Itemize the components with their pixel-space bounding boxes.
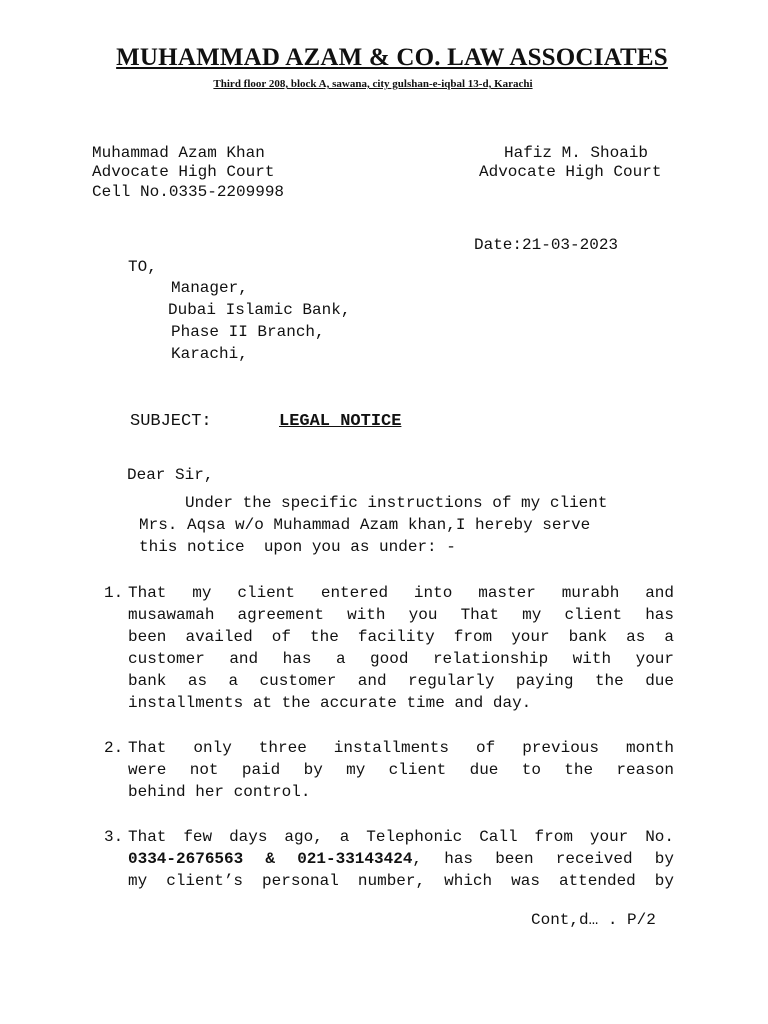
subject-title: LEGAL NOTICE bbox=[279, 412, 402, 431]
point-line: That my client entered into master murabh and bbox=[128, 584, 674, 602]
letter-date: Date:21-03-2023 bbox=[474, 236, 619, 254]
point-number: 2. bbox=[104, 739, 124, 757]
recipient-to: TO, bbox=[128, 258, 157, 276]
point-line: my client’s personal number, which was attended by bbox=[128, 872, 674, 890]
notice-point bbox=[104, 582, 676, 714]
point-line-rest: , has been received by bbox=[412, 850, 674, 868]
point-line: musawamah agreement with you That my client has bbox=[128, 606, 674, 624]
recipient-line: Phase II Branch, bbox=[171, 323, 325, 341]
intro-line: Under the specific instructions of my client bbox=[185, 494, 608, 512]
point-line: were not paid by my client due to the reason bbox=[128, 761, 674, 779]
intro-line: this notice upon you as under: - bbox=[139, 538, 456, 556]
point-line: behind her control. bbox=[128, 783, 311, 801]
point-number: 1. bbox=[104, 584, 124, 602]
firm-name: MUHAMMAD AZAM & CO. LAW ASSOCIATES bbox=[116, 44, 668, 71]
notice-point bbox=[104, 737, 676, 803]
intro-line: Mrs. Aqsa w/o Muhammad Azam khan,I hereby serve bbox=[139, 516, 591, 534]
right-lawyer-title: Advocate High Court bbox=[479, 163, 662, 181]
recipient-line: Karachi, bbox=[171, 345, 248, 363]
point-line: That few days ago, a Telephonic Call from your No. bbox=[128, 828, 674, 846]
point-line: customer and has a good relationship with your bbox=[128, 650, 674, 668]
left-lawyer-cell: Cell No.0335-2209998 bbox=[92, 183, 285, 201]
recipient-line: Manager, bbox=[171, 279, 248, 297]
point-line bbox=[128, 848, 674, 870]
left-lawyer-name: Muhammad Azam Khan bbox=[92, 144, 265, 162]
point-line: bank as a customer and regularly paying the due bbox=[128, 672, 674, 690]
point-line: installments at the accurate time and day. bbox=[128, 694, 532, 712]
right-lawyer-name: Hafiz M. Shoaib bbox=[504, 144, 649, 162]
continued-marker: Cont,d… . P/2 bbox=[531, 911, 656, 929]
subject-label: SUBJECT: bbox=[130, 412, 212, 431]
point-number: 3. bbox=[104, 828, 124, 846]
salutation: Dear Sir, bbox=[127, 466, 214, 484]
firm-address: Third floor 208, block A, sawana, city gulshan-e-iqbal 13-d, Karachi bbox=[213, 78, 533, 90]
point-line: been availed of the facility from your bank as a bbox=[128, 628, 674, 646]
notice-point bbox=[104, 826, 676, 892]
point-line: That only three installments of previous month bbox=[128, 739, 674, 757]
phone-numbers: 0334-2676563 & 021-33143424 bbox=[128, 850, 413, 868]
left-lawyer-title: Advocate High Court bbox=[92, 163, 275, 181]
recipient-line: Dubai Islamic Bank, bbox=[168, 301, 351, 319]
